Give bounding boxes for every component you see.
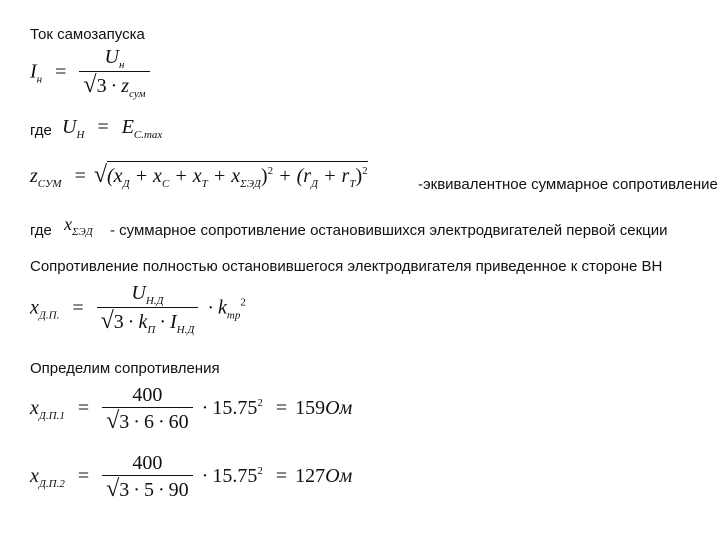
f3-term-4: + x bbox=[207, 165, 241, 187]
f7-mult-sup: 2 bbox=[257, 465, 263, 478]
f7-result: 127 bbox=[295, 465, 326, 488]
formula-voltage: $U_Н = E_{C.max}$ bbox=[62, 116, 163, 141]
f3-sub-d: ΣЭД bbox=[240, 178, 261, 190]
f1-lhs: I bbox=[30, 60, 37, 83]
f7-lhs-sub: Д.П.2 bbox=[38, 478, 65, 491]
f1-fraction: $\frac{U_н}{√3 \cdot z_{сум}}$ bbox=[79, 46, 149, 100]
f3-sub-f: T bbox=[349, 178, 356, 190]
f6-mult: 15.75 bbox=[212, 397, 258, 420]
f5-num: U bbox=[131, 282, 146, 304]
f3-term-5: + (r bbox=[273, 165, 312, 187]
formula-self-start-current: $I_н$ = $\frac{U_н}{√3 \cdot z_{сум}}$ bbox=[30, 46, 150, 100]
f3-term-2: + x bbox=[129, 165, 162, 187]
formula-x-dp1: $x_{Д.П.1}$ = $\frac{400}{√3 \cdot 6 \cdot 60}$ · $15.75^2 = 159Ом$ bbox=[30, 384, 353, 434]
f5-ktr-sub: тр bbox=[226, 309, 241, 322]
where-label-1: где bbox=[30, 122, 52, 139]
f1-num: U bbox=[104, 46, 119, 68]
f5-den-k-sub: П bbox=[147, 324, 156, 336]
f5-den-k: k bbox=[138, 311, 148, 333]
x-description: - суммарное сопротивление остановившихся электродвигателей первой секции bbox=[110, 222, 668, 239]
determine-resistances: Определим сопротивления bbox=[30, 360, 220, 377]
f3-close-1: ) bbox=[260, 165, 268, 187]
f6-num: 400 bbox=[102, 384, 193, 408]
f7-num: 400 bbox=[102, 452, 193, 476]
resistance-statement: Сопротивление полностью остановившегося электродвигателя приведенное к стороне ВН bbox=[30, 258, 663, 275]
f6-den-root: 3 bbox=[119, 407, 129, 433]
f3-term-1: (x bbox=[107, 165, 123, 187]
f3-lhs: z bbox=[30, 165, 38, 187]
f5-den-i: I bbox=[169, 311, 177, 333]
f6-unit: Ом bbox=[325, 397, 353, 420]
f5-lhs: x bbox=[30, 296, 39, 319]
f3-radicand bbox=[107, 161, 368, 190]
f3-square-2: 2 bbox=[362, 165, 368, 177]
f1-lhs-sub: н bbox=[36, 73, 43, 86]
f6-mult-sup: 2 bbox=[257, 397, 263, 410]
f1-den-var: z bbox=[121, 75, 130, 97]
formula-x-dp2: $x_{Д.П.2}$ = $\frac{400}{√3 \cdot 5 \cdot 90}$ · $15.75^2 = 127Ом$ bbox=[30, 452, 353, 502]
f4-var: x bbox=[64, 214, 72, 234]
formula-motor-resistance: $x_{Д.П.}$ = $\frac{U_{Н.Д}}{√3 \cdot k_П \cdot I_{Н.Д}}$ · $k_{тр}^2$ bbox=[30, 282, 246, 336]
f5-den-root: 3 bbox=[114, 307, 124, 333]
f6-den-a: 6 bbox=[143, 411, 154, 433]
f3-close-2: ) bbox=[355, 165, 363, 187]
f2-rhs-sub: C.max bbox=[133, 129, 163, 141]
f6-lhs-sub: Д.П.1 bbox=[38, 410, 65, 423]
f3-sub-b: C bbox=[161, 178, 170, 190]
f2-lhs-sub: Н bbox=[76, 129, 85, 141]
f5-lhs-sub: Д.П. bbox=[38, 309, 60, 322]
formula-total-impedance: $z_{СУМ} = √(x_Д + x_C + x_T + x_{\Sigma ЭД})^2 + (r_Д + r_T)^2$ bbox=[30, 162, 368, 190]
f7-fraction: $\frac{400}{√3 \cdot 5 \cdot 90}$ bbox=[102, 452, 193, 503]
f5-ktr-sup: 2 bbox=[240, 296, 246, 309]
f5-num-sub: Н.Д bbox=[145, 295, 164, 307]
f3-sub-c: T bbox=[201, 178, 208, 190]
f1-den-root: 3 bbox=[97, 71, 107, 97]
f6-result: 159 bbox=[295, 397, 326, 420]
formula-x-sum bbox=[64, 214, 93, 238]
f7-den-a: 5 bbox=[143, 479, 154, 501]
heading-self-start-current: Ток самозапуска bbox=[30, 26, 145, 43]
f3-sub-e: Д bbox=[311, 178, 319, 190]
f3-square-1: 2 bbox=[267, 165, 274, 177]
f7-unit: Ом bbox=[325, 465, 353, 488]
f5-fraction: $\frac{U_{Н.Д}}{√3 \cdot k_П \cdot I_{Н.Д}}$ bbox=[97, 282, 199, 336]
f7-den-b: 90 bbox=[168, 479, 189, 501]
f7-den-root: 3 bbox=[119, 475, 129, 501]
f6-den-b: 60 bbox=[168, 411, 189, 433]
z-description: -эквивалентное суммарное сопротивление bbox=[418, 176, 718, 193]
f3-term-3: + x bbox=[169, 165, 202, 187]
f3-term-6: + r bbox=[318, 165, 350, 187]
f1-num-sub: н bbox=[118, 59, 125, 71]
f6-fraction: $\frac{400}{√3 \cdot 6 \cdot 60}$ bbox=[102, 384, 193, 435]
f3-sub-a: Д bbox=[122, 178, 130, 190]
f6-lhs: x bbox=[30, 397, 39, 420]
f2-lhs: U bbox=[62, 116, 77, 138]
f1-den-sub: сум bbox=[129, 88, 146, 100]
where-label-2: где bbox=[30, 222, 52, 239]
f2-rhs: E bbox=[121, 116, 134, 138]
f7-lhs: x bbox=[30, 465, 39, 488]
f7-mult: 15.75 bbox=[212, 465, 258, 488]
f5-den-i-sub: Н.Д bbox=[176, 324, 195, 336]
f4-sub: ΣЭД bbox=[72, 226, 93, 238]
f5-ktr: k bbox=[218, 296, 227, 319]
f3-lhs-sub: СУМ bbox=[37, 178, 62, 190]
